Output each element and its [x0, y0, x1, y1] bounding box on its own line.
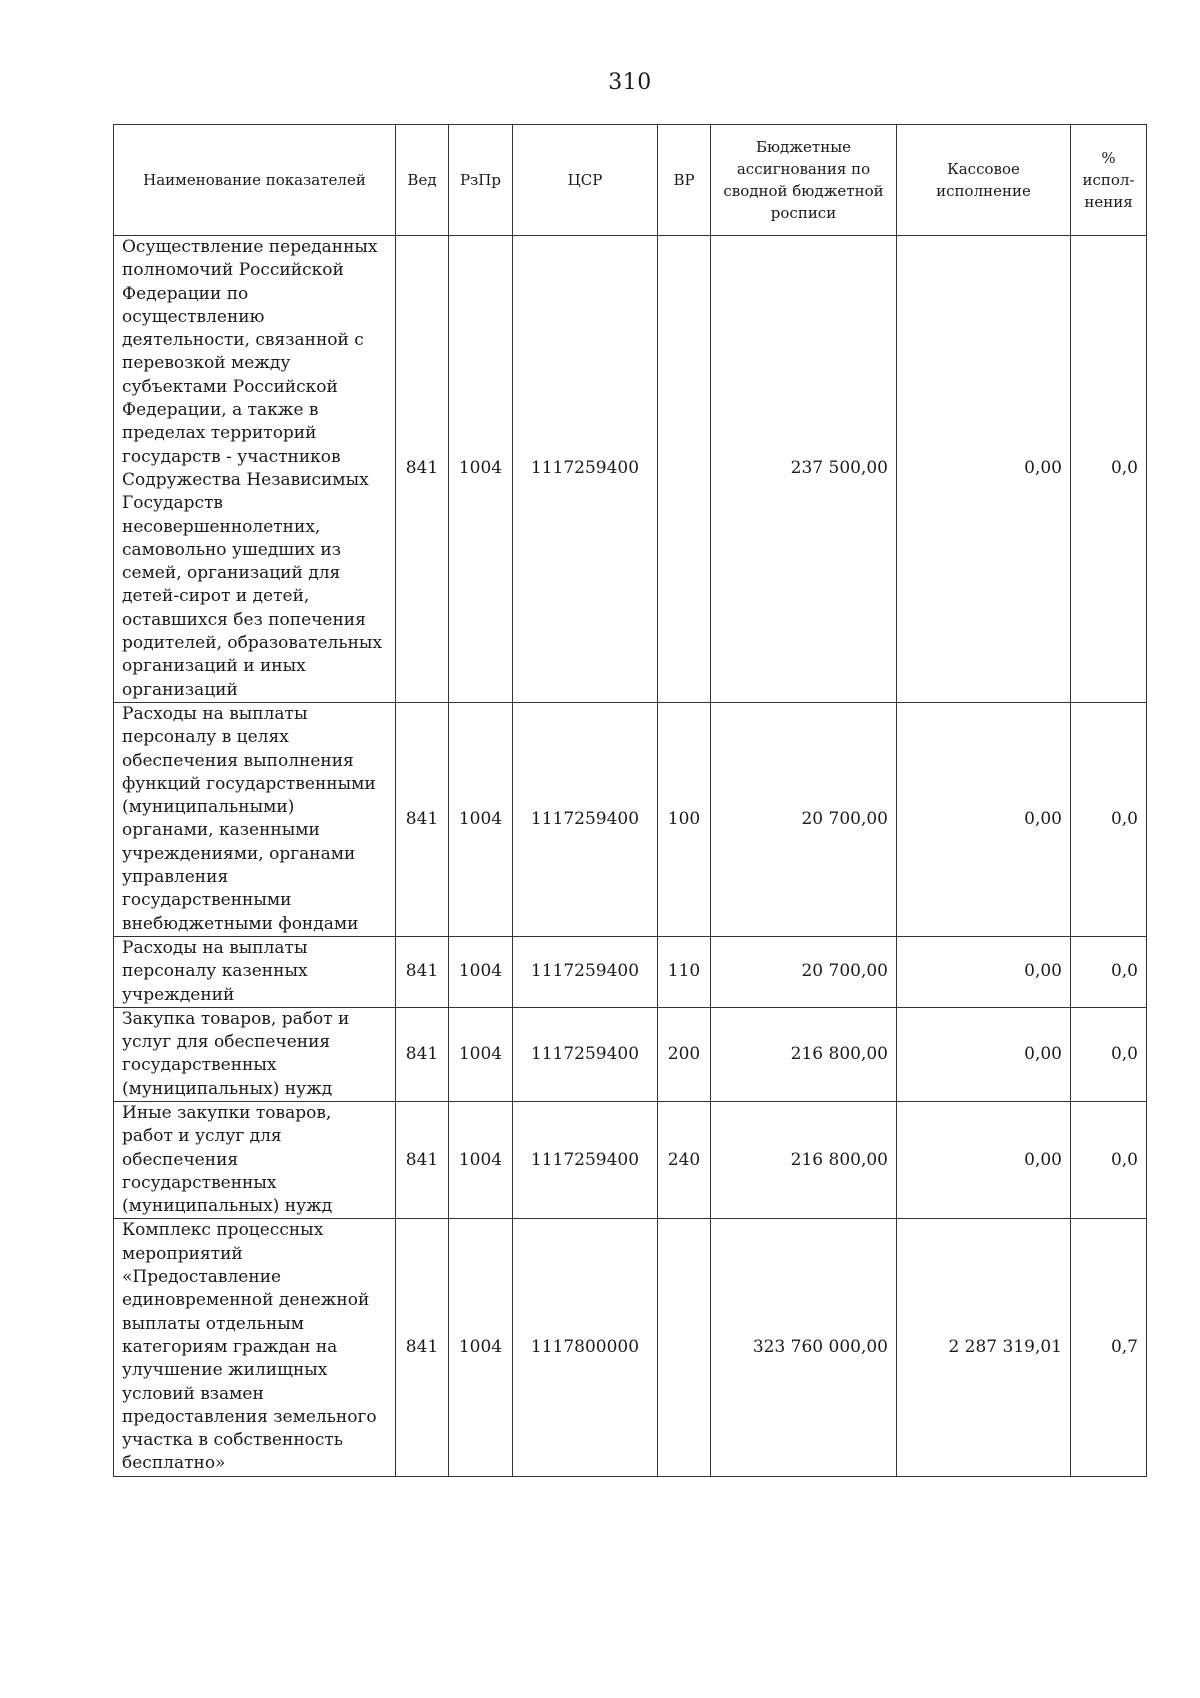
- row-percent: 0,0: [1071, 1007, 1147, 1101]
- table-row: [114, 936, 1147, 1007]
- row-vr: 110: [658, 936, 711, 1007]
- header-csr: ЦСР: [513, 125, 658, 236]
- table-row: [114, 702, 1147, 936]
- table-row: [114, 236, 1147, 703]
- table-row: [114, 1101, 1147, 1218]
- row-name: Расходы на выплаты персоналу в целях обеспечения выполнения функций государственными (муниципальными) органами, казенными учреждениями, органами управления государственными внебюджетными фондами: [114, 702, 396, 936]
- header-rzpr: РзПр: [449, 125, 513, 236]
- row-rzpr: 1004: [449, 1101, 513, 1218]
- row-percent: 0,0: [1071, 702, 1147, 936]
- row-percent: 0,0: [1071, 936, 1147, 1007]
- row-ved: 841: [396, 1219, 449, 1476]
- row-budget: 216 800,00: [711, 1101, 897, 1218]
- row-vr: [658, 1219, 711, 1476]
- row-budget: 323 760 000,00: [711, 1219, 897, 1476]
- row-rzpr: 1004: [449, 1219, 513, 1476]
- budget-execution-table: [113, 124, 1147, 1477]
- row-name: Осуществление переданных полномочий Российской Федерации по осуществлению деятельности, связанной с перевозкой между субъектами Российской Федерации, а также в пределах территорий государств - участников Содружества Независимых Государств несовершеннолетних, самовольно ушедших из семей, организаций для детей-сирот и детей, оставшихся без попечения родителей, образовательных организаций и иных организаций: [114, 236, 396, 703]
- header-budget: Бюджетные ассигнования по сводной бюджетной росписи: [711, 125, 897, 236]
- row-name: Комплекс процессных мероприятий «Предоставление единовременной денежной выплаты отдельным категориям граждан на улучшение жилищных условий взамен предоставления земельного участка в собственность бесплатно»: [114, 1219, 396, 1476]
- row-vr: 240: [658, 1101, 711, 1218]
- row-vr: [658, 236, 711, 703]
- row-cash: 0,00: [897, 1101, 1071, 1218]
- row-name: Закупка товаров, работ и услуг для обеспечения государственных (муниципальных) нужд: [114, 1007, 396, 1101]
- row-ved: 841: [396, 936, 449, 1007]
- row-csr: 1117259400: [513, 936, 658, 1007]
- row-budget: 216 800,00: [711, 1007, 897, 1101]
- row-ved: 841: [396, 236, 449, 703]
- page-number: 310: [608, 70, 652, 95]
- row-budget: 237 500,00: [711, 236, 897, 703]
- header-cash: Кассовое исполнение: [897, 125, 1071, 236]
- row-csr: 1117259400: [513, 1007, 658, 1101]
- row-vr: 200: [658, 1007, 711, 1101]
- row-rzpr: 1004: [449, 702, 513, 936]
- row-csr: 1117259400: [513, 1101, 658, 1218]
- row-ved: 841: [396, 1101, 449, 1218]
- row-rzpr: 1004: [449, 1007, 513, 1101]
- row-name: Расходы на выплаты персоналу казенных учреждений: [114, 936, 396, 1007]
- row-rzpr: 1004: [449, 936, 513, 1007]
- row-csr: 1117259400: [513, 236, 658, 703]
- row-percent: 0,7: [1071, 1219, 1147, 1476]
- table-row: [114, 1219, 1147, 1476]
- row-ved: 841: [396, 702, 449, 936]
- row-budget: 20 700,00: [711, 702, 897, 936]
- row-cash: 0,00: [897, 1007, 1071, 1101]
- row-cash: 0,00: [897, 702, 1071, 936]
- row-rzpr: 1004: [449, 236, 513, 703]
- row-cash: 0,00: [897, 236, 1071, 703]
- row-percent: 0,0: [1071, 1101, 1147, 1218]
- row-vr: 100: [658, 702, 711, 936]
- table-row: [114, 1007, 1147, 1101]
- row-cash: 2 287 319,01: [897, 1219, 1071, 1476]
- header-name: Наименование показателей: [114, 125, 396, 236]
- header-percent: % испол-нения: [1071, 125, 1147, 236]
- table-header-row: [114, 125, 1147, 236]
- header-vr: ВР: [658, 125, 711, 236]
- row-cash: 0,00: [897, 936, 1071, 1007]
- header-ved: Вед: [396, 125, 449, 236]
- row-csr: 1117259400: [513, 702, 658, 936]
- row-ved: 841: [396, 1007, 449, 1101]
- row-budget: 20 700,00: [711, 936, 897, 1007]
- row-percent: 0,0: [1071, 236, 1147, 703]
- row-csr: 1117800000: [513, 1219, 658, 1476]
- row-name: Иные закупки товаров, работ и услуг для обеспечения государственных (муниципальных) нужд: [114, 1101, 396, 1218]
